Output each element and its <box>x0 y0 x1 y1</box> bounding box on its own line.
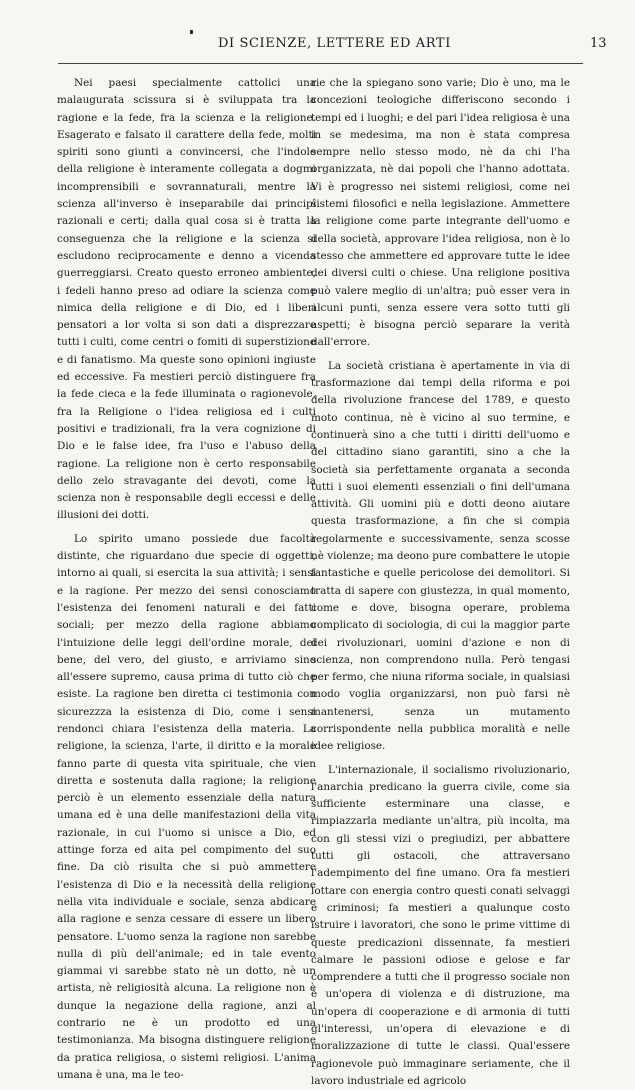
running-title: DI SCIENZE, LETTERE ED ARTI <box>218 36 451 51</box>
paragraph: Lo spirito umano possiede due facoltà distinte, che riguardano due specie di oggetti, intorno ai quali, si esercita la sua attività; i sensi e la ragione. Per mezzo dei sensi conosciamo l'esistenza dei fenomeni naturali e dei fatti sociali; per mezzo della ragione abbiamo l'intuizione delle leggi dell'ordine morale, del bene, del vero, del giusto, e arriviamo sino all'essere supremo, causa prima di tutto ciò che esiste. La ragione ben diretta ci testimonia con sicurezzza la esistenza di Dio, come i sensi rendonci chiara l'esistenza della materia. La religione, la scienza, l'arte, il diritto e la morale fanno parte di questa vita spirituale, che vien diretta e sostenuta dalla ragione; la religione perciò è un elemento essenziale della natura umana ed è una delle manifestazioni della vita razionale, in cui l'uomo si unisce a Dio, ed attinge forza ed aita pel compimento del suo fine. Da ciò risulta che si può ammettere l'esistenza di Dio e la necessità della religione nella vita individuale e sociale, senza abdicare alla ragione e senza cessare di essere un libero pensatore. L'uomo senza la ragione non sarebbe nulla di più dell'animale; ed in tale evento giammai vi sarebbe stato nè un dotto, nè un artista, nè religiosità alcuna. La religione non è dunque la negazione della ragione, anzi al contrario ne è un prodotto ed una testimonianza. Ma bisogna distinguere religione da pratica religiosa, o sistemi religiosi. L'anima umana è una, ma le teo- <box>57 532 316 1081</box>
paragraph: Nei paesi specialmente cattolici una malaugurata scissura si è sviluppata tra la ragione e la fede, fra la scienza e la religione. Esagerato e falsato il carattere della fede, molti spiriti sono giunti a convincersi, che l'indole della religione è interamente collegata a dogmi incomprensibili e sovrannaturali, mentre la scienza all'inverso è inseparabile dai principî razionali e certi; dalla qual cosa si è tratta la conseguenza che la religione e la scienza si escludono reciprocamente e denno a vicenda guerreggiarsi. Creato questo erroneo ambiente, i fedeli hanno preso ad odiare la scienza come nimica della religione e di Dio, ed i liberi pensatori a lor volta si son dati a disprezzare tutti i culti, come centri o fomiti di superstizione e di fanatismo. Ma queste sono opinioni ingiuste ed eccessive. Fa mestieri perciò distinguere fra la fede cieca e la fede illuminata o ragionevole, fra la Religione o l'idea religiosa ed i culti positivi e tradizionali, fra la vera cognizione di Dio e le false idee, fra l'uso e l'abuso della ragione. La religione non è certo responsabile dello zelo stravagante dei devoti, come la scienza non è responsabile degli eccessi e delle illusioni dei dotti. <box>57 77 316 522</box>
paragraph: La società cristiana è apertamente in via di trasformazione dai tempi della riforma e poi della rivoluzione francese del 1789, e questo moto continua, nè è vicino al suo termine, e continuerà sino a che tutti i diritti dell'uomo e del cittadino siano garantiti, sino a che la società sia perfettamente organata a seconda tutti i suoi elementi essenziali o fini dell'umana attività. Gli uomini più e dotti deono aiutare questa trasformazione, a fin che si compia regolarmente e successivamente, senza scosse nè violenze; ma deono pure combattere le utopie fantastiche e quelle pericolose dei demolitori. Si tratta di sapere con giustezza, in qual momento, come e dove, bisogna operare, problema complicato di sociologia, di cui la maggior parte dei rivoluzionari, uomini d'azione e non di scienza, non comprendono nulla. Però tengasi per fermo, che niuna riforma sociale, in qualsiasi modo voglia organizzarsi, non può farsi nè mantenersi, senza un mutamento corrispondente nella pubblica moralità e nelle idee religiose. <box>311 359 571 753</box>
right-column <box>311 75 570 1090</box>
header-rule <box>58 63 583 64</box>
ink-speck <box>190 30 193 34</box>
paragraph: rie che la spiegano sono varie; Dio è uno, ma le concezioni teologiche differiscono secondo i tempi ed i luoghi; e del pari l'idea religiosa è una in se medesima, ma non è stata compresa sempre nello stesso modo, nè da chi l'ha organizzata, nè dai popoli che l'hanno adottata. Vi è progresso nei sistemi religiosi, come nei sistemi filosofici e nella legislazione. Ammettere la religione come parte integrante dell'uomo e della società, approvare l'idea religiosa, non è lo stesso che ammettere ed approvare tutte le idee dei diversi culti o chiese. Una religione positiva può valere meglio di un'altra; può esser vera in alcuni punti, senza essere vera sotto tutti gli aspetti; è bisogna perciò separare la verità dall'errore. <box>311 77 570 349</box>
page-number: 13 <box>590 36 607 51</box>
page-header <box>0 36 635 56</box>
left-column <box>57 75 316 1084</box>
paragraph: L'internazionale, il socialismo rivoluzionario, l'anarchia predicano la guerra civile, come sia sufficiente esterminare una classe, e rimpiazzarla mediante un'altra, più incolta, ma con gli stessi vizi o pregiudizi, per abbattere tutti gli ostacoli, che attraversano l'adempimento del fine umano. Ora fa mestieri lottare con energia contro questi conati selvaggi e criminosi; fa mestieri a qualunque costo istruire i lavoratori, che sono le prime vittime di queste predicazioni dissennate, fa mestieri calmare le passioni odiose e gelose e far comprendere a tutti che il progresso sociale non è un'opera di violenza e di distruzione, ma un'opera di cooperazione e di armonia di tutti gl'interessi, un'opera di elevazione e di moralizzazione di tutte le classi. Qual'essere ragionevole può immaginare seriamente, che il lavoro industriale ed agricolo <box>311 763 570 1087</box>
